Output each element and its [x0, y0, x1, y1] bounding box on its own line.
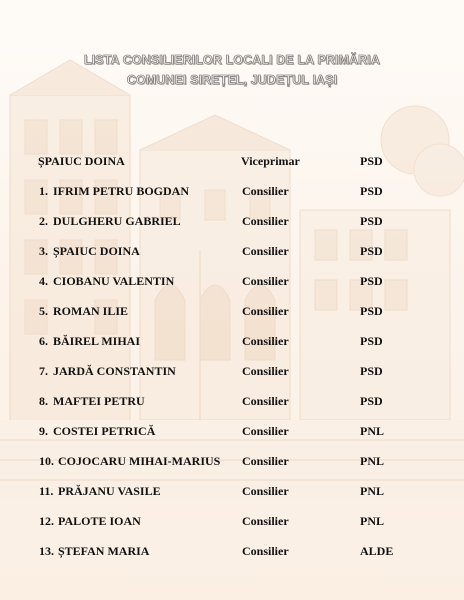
member-party: PSD [360, 304, 383, 318]
member-role: Consilier [242, 274, 289, 288]
list-item [0, 514, 464, 530]
member-name: COJOCARU MIHAI-MARIUS [58, 454, 221, 468]
list-item [0, 364, 464, 380]
member-number: 11. [39, 484, 54, 498]
member-name: ȘTEFAN MARIA [58, 544, 150, 558]
list-item [0, 244, 464, 260]
list-item [0, 334, 464, 350]
member-name: ȘPAIUC DOINA [53, 244, 140, 258]
member-party: PSD [360, 184, 383, 198]
member-name: JARDĂ CONSTANTIN [53, 364, 176, 378]
member-name: DULGHERU GABRIEL [53, 214, 181, 228]
list-item [0, 424, 464, 440]
list-item [0, 184, 464, 200]
member-role: Consilier [242, 184, 289, 198]
list-item [0, 154, 464, 170]
member-name: IFRIM PETRU BOGDAN [53, 184, 190, 198]
list-item [0, 214, 464, 230]
member-role: Consilier [242, 394, 289, 408]
member-role: Consilier [242, 364, 289, 378]
member-number: 4. [39, 274, 48, 288]
list-item [0, 394, 464, 410]
member-party: PSD [360, 244, 383, 258]
member-number: 8. [39, 394, 48, 408]
member-party: PSD [360, 364, 383, 378]
member-party: PSD [360, 214, 383, 228]
member-role: Consilier [242, 514, 289, 528]
member-number: 5. [39, 304, 48, 318]
member-role: Consilier [242, 214, 289, 228]
member-name: PRĂJANU VASILE [58, 484, 161, 498]
member-party: PSD [360, 274, 383, 288]
member-number: 1. [39, 184, 48, 198]
member-party: PSD [360, 334, 383, 348]
member-number: 13. [39, 544, 54, 558]
list-item [0, 274, 464, 290]
member-role: Consilier [242, 424, 289, 438]
member-name: ȘPAIUC DOINA [38, 154, 125, 168]
member-party: PSD [360, 394, 383, 408]
member-party: ALDE [360, 544, 394, 558]
member-party: PNL [360, 454, 384, 468]
list-item [0, 544, 464, 560]
member-number: 9. [39, 424, 48, 438]
member-role: Consilier [242, 544, 289, 558]
member-role: Consilier [242, 244, 289, 258]
member-role: Viceprimar [241, 154, 300, 168]
list-item [0, 454, 464, 470]
member-number: 2. [39, 214, 48, 228]
member-name: BĂIREL MIHAI [53, 334, 141, 348]
document-title-line-1: LISTA CONSILIERILOR LOCALI DE LA PRIMĂRIA [84, 53, 380, 67]
member-number: 3. [39, 244, 48, 258]
member-name: MAFTEI PETRU [53, 394, 145, 408]
member-name: CIOBANU VALENTIN [53, 274, 175, 288]
member-number: 7. [39, 364, 48, 378]
member-name: PALOTE IOAN [58, 514, 141, 528]
member-party: PNL [360, 424, 384, 438]
member-party: PNL [360, 514, 384, 528]
member-role: Consilier [242, 304, 289, 318]
list-item [0, 304, 464, 320]
member-role: Consilier [242, 334, 289, 348]
member-role: Consilier [242, 454, 289, 468]
list-item [0, 484, 464, 500]
member-number: 12. [39, 514, 54, 528]
member-name: COSTEI PETRICĂ [53, 424, 156, 438]
member-party: PNL [360, 484, 384, 498]
member-party: PSD [360, 154, 383, 168]
document-title-line-2: COMUNEI SIREȚEL, JUDEȚUL IAȘI [126, 73, 338, 87]
member-role: Consilier [242, 484, 289, 498]
member-name: ROMAN ILIE [53, 304, 129, 318]
member-number: 10. [39, 454, 54, 468]
member-number: 6. [39, 334, 48, 348]
